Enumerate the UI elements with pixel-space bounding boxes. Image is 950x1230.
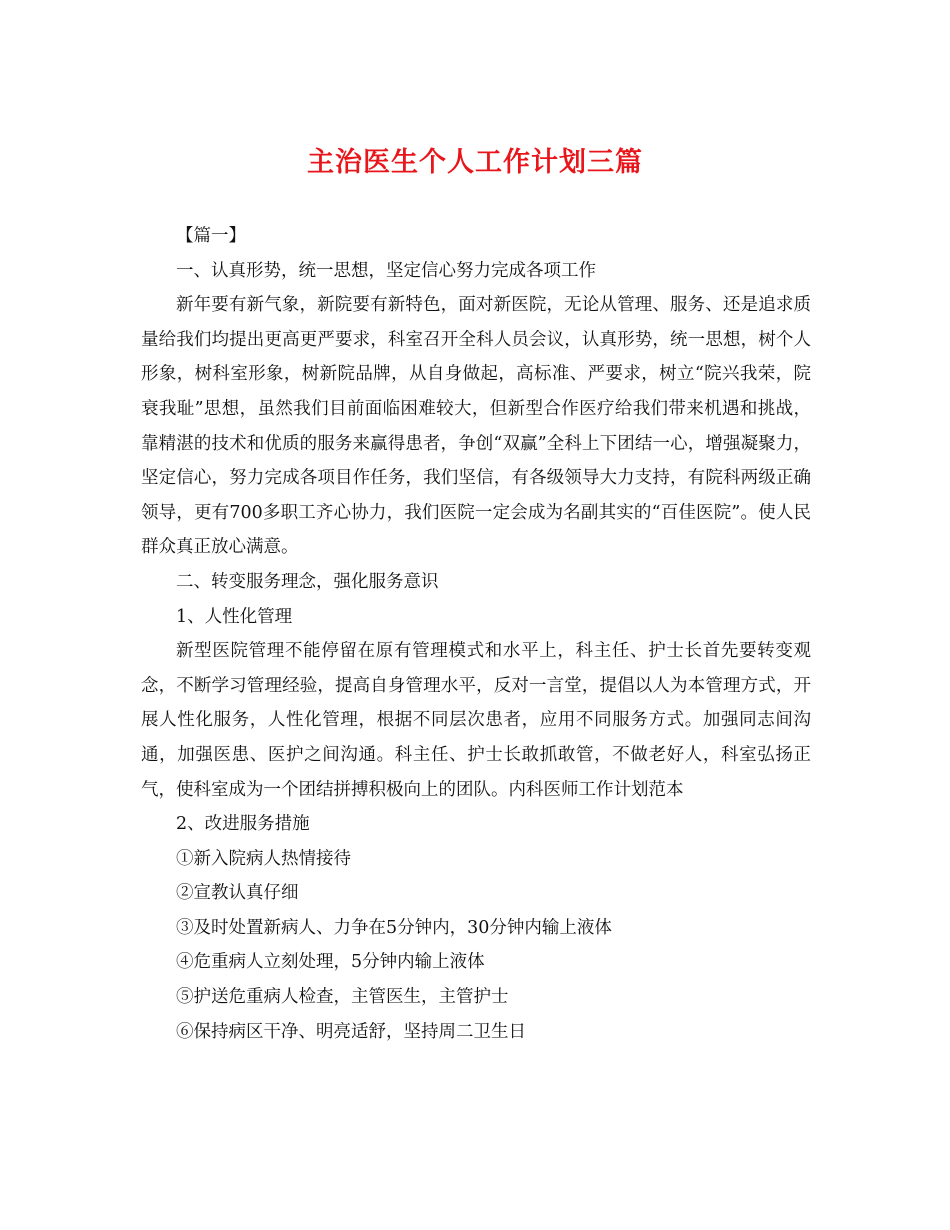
subheading-1: 1、人性化管理 xyxy=(176,606,293,627)
measure-item: ③及时处置新病人、力争在5分钟内，30分钟内输上液体 xyxy=(176,917,612,938)
paragraph-1: 新年要有新气象，新院要有新特色，面对新医院，无论从管理、服务、还是追求质量给我们均提出更高更严要求，科室召开全科人员会议，认真形势，统一思想，树个人形象，树科室形象，树新院品牌，从自身做起，高标准、严要求，树立“院兴我荣，院衰我耻”思想，虽然我们目前面临困难较大，但新型合作医疗给我们带来机遇和挑战，靠精湛的技术和优质的服务来赢得患者，争创“双赢”全科上下团结一心，增强凝聚力，坚定信心，努力完成各项目作任务，我们坚信，有各级领导大力支持，有院科两级正确领导，更有700多职工齐心协力，我们医院一定会成为名副其实的“百佳医院”。使人民群众真正放心满意。 xyxy=(141,295,811,558)
measure-item: ⑤护送危重病人检查，主管医生，主管护士 xyxy=(176,987,509,1008)
measure-item: ②宣教认真仔细 xyxy=(176,883,299,904)
measure-item: ①新入院病人热情接待 xyxy=(176,848,351,869)
measure-item: ④危重病人立刻处理，5分钟内输上液体 xyxy=(176,952,485,973)
heading-2: 二、转变服务理念，强化服务意识 xyxy=(176,571,439,592)
document-title: 主治医生个人工作计划三篇 xyxy=(307,147,643,178)
measure-item: ⑥保持病区干净、明亮适舒，坚持周二卫生日 xyxy=(176,1021,526,1042)
document-body xyxy=(141,219,811,1049)
subheading-2: 2、改进服务措施 xyxy=(176,814,310,835)
heading-1: 一、认真形势，统一思想，坚定信心努力完成各项工作 xyxy=(176,260,596,281)
section-label: 【篇一】 xyxy=(176,226,246,246)
paragraph-2: 新型医院管理不能停留在原有管理模式和水平上，科主任、护士长首先要转变观念，不断学习管理经验，提高自身管理水平，反对一言堂，提倡以人为本管理方式，开展人性化服务，人性化管理，根据不同层次患者，应用不同服务方式。加强同志间沟通，加强医患、医护之间沟通。科主任、护士长敢抓敢管，不做老好人，科室弘扬正气，使科室成为一个团结拼搏积极向上的团队。内科医师工作计划范本 xyxy=(141,641,811,800)
